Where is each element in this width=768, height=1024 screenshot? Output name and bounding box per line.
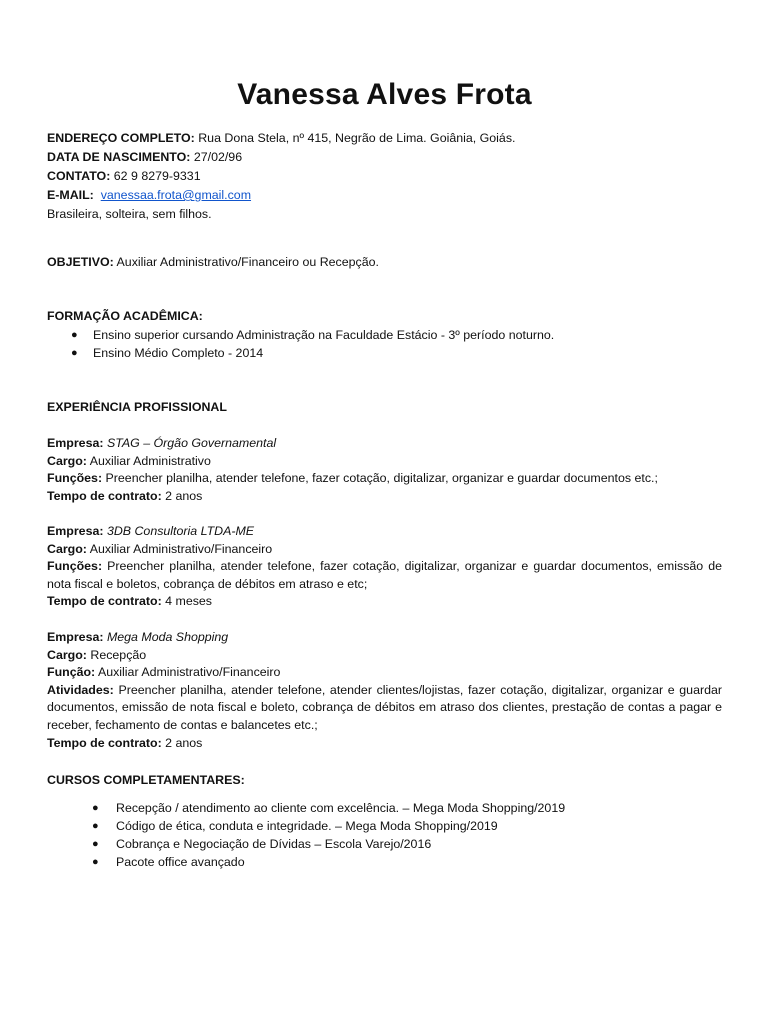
- birth-label: DATA DE NASCIMENTO:: [47, 150, 191, 164]
- courses-section: [47, 771, 722, 871]
- contact-label: CONTATO:: [47, 169, 111, 183]
- resume-name-title: Vanessa Alves Frota: [237, 78, 532, 111]
- education-section: [47, 307, 722, 362]
- courses-heading: CURSOS COMPLETAMENTARES:: [47, 773, 245, 787]
- activities-paragraph: Atividades: Preencher planilha, atender telefone, atender clientes/lojistas, fazer cotação, digitalizar, organizar e guardar documentos, emissão de nota fiscal e boleto, cobrança de débitos em atraso dos clientes, prestação de contas a pagar e receber, fechamento de contas e balancetes etc.;: [47, 682, 722, 732]
- list-item: ● Ensino Médio Completo - 2014: [71, 346, 264, 360]
- contact-line: [47, 167, 722, 186]
- duration-line: Tempo de contrato: 2 anos: [47, 488, 203, 503]
- duration-line: Tempo de contrato: 2 anos: [47, 735, 203, 750]
- duties-line: Funções: Preencher planilha, atender telefone, fazer cotação, digitalizar, organizar e guardar documentos etc.;: [47, 471, 658, 486]
- role-line: Cargo: Auxiliar Administrativo: [47, 453, 211, 468]
- job-entry-stag: [47, 435, 722, 505]
- bullet-icon: ●: [92, 838, 99, 850]
- email-line: [47, 186, 722, 205]
- birth-value: 27/02/96: [190, 150, 243, 164]
- duties-paragraph: Funções: Preencher planilha, atender telefone, fazer cotação, digitalizar, organizar e guardar documentos, emissão de nota fiscal e boletos, cobrança de débitos em atraso e etc;: [47, 559, 722, 591]
- role-line: Cargo: Recepção: [47, 647, 147, 662]
- list-item: ● Ensino superior cursando Administração na Faculdade Estácio - 3º período noturno.: [71, 328, 555, 342]
- bullet-icon: ●: [92, 802, 99, 814]
- personal-info-section: [47, 129, 722, 224]
- birth-line: [47, 148, 722, 167]
- job-entry-mega-moda: [47, 629, 722, 752]
- experience-heading: EXPERIÊNCIA PROFISSIONAL: [47, 400, 227, 414]
- marital-status-line: Brasileira, solteira, sem filhos.: [47, 207, 212, 221]
- company-name: STAG – Órgão Governamental: [106, 436, 277, 450]
- bullet-icon: ●: [71, 329, 78, 341]
- company-line: Empresa: Mega Moda Shopping: [47, 630, 229, 644]
- bullet-icon: ●: [92, 820, 99, 832]
- function-line: Função: Auxiliar Administrativo/Financeiro: [47, 665, 281, 680]
- email-link[interactable]: vanessaa.frota@gmail.com: [100, 188, 252, 202]
- objective-line: [47, 253, 722, 272]
- objective-label: OBJETIVO:: [47, 255, 114, 269]
- education-heading: FORMAÇÃO ACADÊMICA:: [47, 309, 203, 323]
- address-value: Rua Dona Stela, nº 415, Negrão de Lima. Goiânia, Goiás.: [194, 131, 516, 145]
- education-list: [47, 326, 722, 362]
- company-line: Empresa: 3DB Consultoria LTDA-ME: [47, 524, 255, 538]
- bullet-icon: ●: [71, 347, 78, 359]
- address-line: [47, 129, 722, 148]
- email-label: E-MAIL:: [47, 188, 94, 202]
- contact-value: 62 9 8279-9331: [110, 169, 201, 183]
- company-line: Empresa: STAG – Órgão Governamental: [47, 436, 277, 450]
- job-entry-3db: [47, 523, 722, 611]
- courses-list: [47, 799, 722, 871]
- list-item: ● Pacote office avançado: [92, 855, 245, 869]
- objective-value: Auxiliar Administrativo/Financeiro ou Recepção.: [113, 255, 379, 269]
- bullet-icon: ●: [92, 856, 99, 868]
- list-item: ● Código de ética, conduta e integridade. – Mega Moda Shopping/2019: [92, 819, 498, 833]
- company-name: 3DB Consultoria LTDA-ME: [106, 524, 255, 538]
- list-item: ● Cobrança e Negociação de Dívidas – Escola Varejo/2016: [92, 837, 432, 851]
- address-label: ENDEREÇO COMPLETO:: [47, 131, 195, 145]
- company-name: Mega Moda Shopping: [106, 630, 229, 644]
- list-item: ● Recepção / atendimento ao cliente com excelência. – Mega Moda Shopping/2019: [92, 801, 566, 815]
- role-line: Cargo: Auxiliar Administrativo/Financeiro: [47, 541, 273, 556]
- duration-line: Tempo de contrato: 4 meses: [47, 594, 213, 609]
